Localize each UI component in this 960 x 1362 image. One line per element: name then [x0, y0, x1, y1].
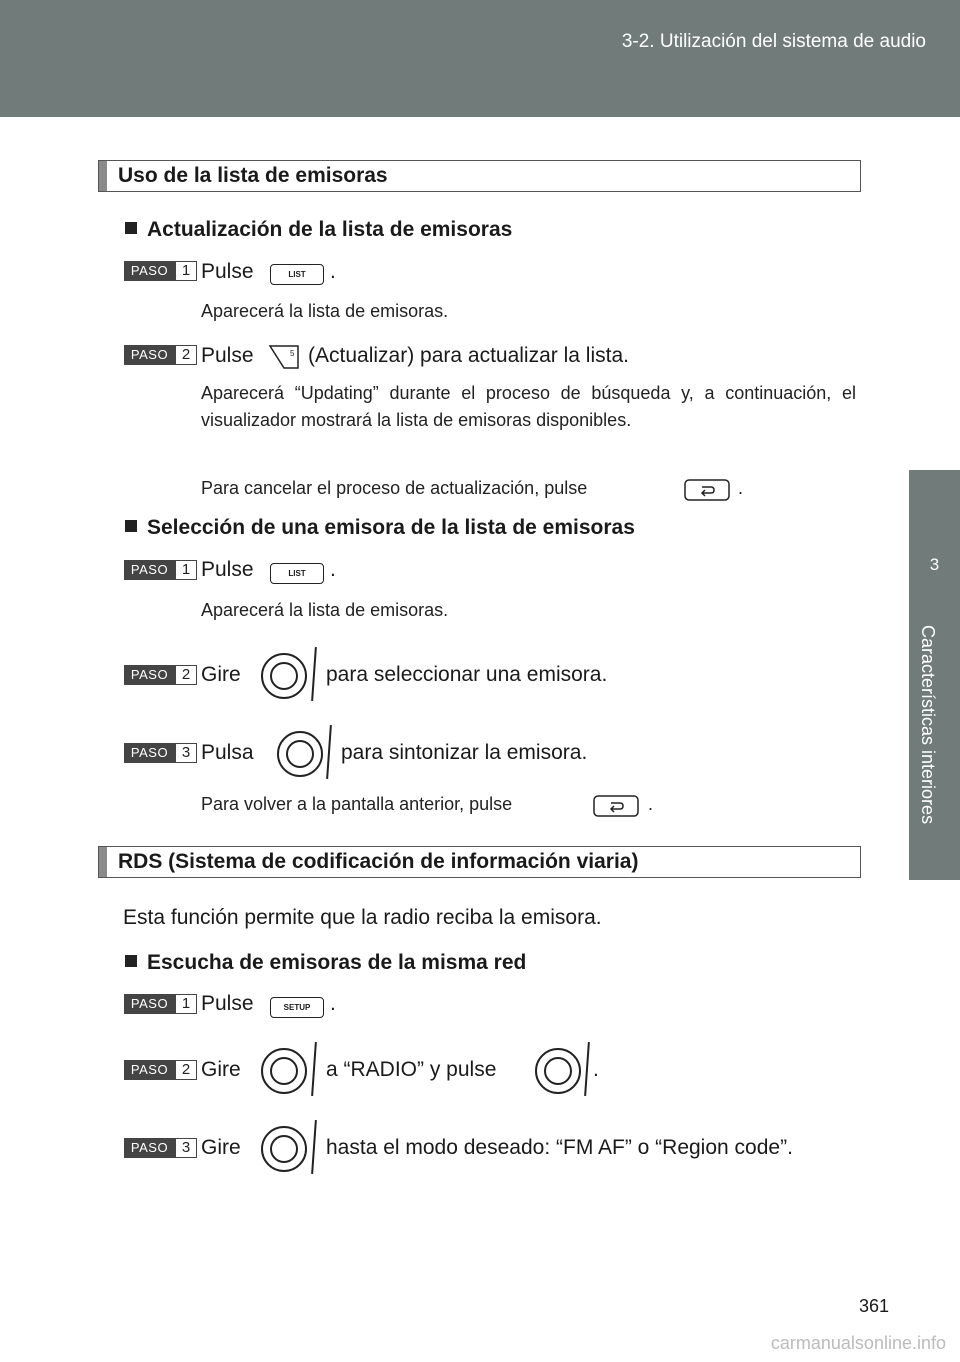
step-text: Pulse	[201, 260, 254, 283]
step-text-end: para sintonizar la emisora.	[341, 741, 588, 764]
subheading-same-network	[125, 951, 526, 975]
step-word: PASO	[124, 1060, 175, 1080]
step-text: Gire	[201, 1058, 241, 1081]
subheading-select-station	[125, 516, 635, 540]
step-text: Gire	[201, 1136, 241, 1159]
subheading-text: Escucha de emisoras de la misma red	[147, 951, 527, 974]
step-text-end: (Actualizar) para actualizar la lista.	[308, 344, 629, 367]
step-note: Aparecerá “Updating” durante el proceso de búsqueda y, a continuación, el visualizador mostrará la lista de emisoras disponibles.	[201, 383, 856, 430]
step-badge	[124, 1138, 196, 1158]
step-number: 1	[175, 261, 197, 281]
knob-pointer-line	[311, 1042, 317, 1096]
knob-pointer-line	[584, 1042, 590, 1096]
step-word: PASO	[124, 261, 175, 281]
step-word: PASO	[124, 345, 175, 365]
list-button-icon: LIST	[270, 264, 324, 285]
section-heading-text: Uso de la lista de emisoras	[118, 164, 388, 187]
step-badge	[124, 994, 196, 1014]
back-button-icon	[593, 795, 639, 817]
step-number: 2	[175, 1060, 197, 1080]
step-badge	[124, 345, 196, 365]
back-button-icon	[684, 479, 730, 501]
setup-button-icon: SETUP	[270, 997, 324, 1018]
bullet-square-icon	[125, 520, 137, 532]
step-word: PASO	[124, 994, 175, 1014]
back-note-end: .	[648, 794, 654, 814]
tune-knob-icon	[261, 1048, 307, 1094]
bullet-square-icon	[125, 955, 137, 967]
step-note: Aparecerá la lista de emisoras.	[201, 301, 449, 321]
step-number: 1	[175, 560, 197, 580]
step-badge	[124, 261, 196, 281]
step-text-end: .	[330, 558, 336, 581]
chapter-number: 3	[929, 555, 940, 574]
step-text-end: hasta el modo deseado: “FM AF” o “Region code”.	[326, 1136, 793, 1159]
step-text-end: .	[330, 992, 336, 1015]
step-note: Aparecerá la lista de emisoras.	[201, 600, 449, 620]
cancel-note: Para cancelar el proceso de actualización, pulse	[201, 478, 588, 498]
step-badge	[124, 560, 196, 580]
watermark: carmanualsonline.info	[770, 1333, 946, 1353]
cancel-note-end: .	[738, 478, 744, 498]
step-text: Pulse	[201, 992, 254, 1015]
section-title: 3-2. Utilización del sistema de audio	[621, 31, 926, 52]
subheading-text: Selección de una emisora de la lista de emisoras	[147, 516, 635, 539]
preset-5-button-icon	[268, 344, 300, 370]
step-badge	[124, 743, 196, 763]
knob-pointer-line	[311, 1120, 317, 1174]
step-badge	[124, 1060, 196, 1080]
heading-strip	[99, 847, 107, 877]
step-text-end: para seleccionar una emisora.	[326, 663, 608, 686]
step-number: 3	[175, 1138, 197, 1158]
tune-knob-icon	[277, 731, 323, 777]
step-text-end: .	[330, 260, 336, 283]
bullet-square-icon	[125, 222, 137, 234]
subheading-update-list	[125, 218, 512, 242]
section-heading-rds	[98, 846, 861, 878]
list-button-icon: LIST	[270, 563, 324, 584]
step-number: 3	[175, 743, 197, 763]
step-text-mid: a “RADIO” y pulse	[326, 1058, 497, 1081]
step-text: Gire	[201, 663, 241, 686]
section-intro: Esta función permite que la radio reciba la emisora.	[123, 906, 602, 929]
section-heading-station-list	[98, 160, 861, 192]
step-badge	[124, 665, 196, 685]
heading-strip	[99, 161, 107, 191]
step-text: Pulse	[201, 344, 254, 367]
step-text-end: .	[593, 1058, 599, 1081]
knob-pointer-line	[311, 647, 317, 701]
knob-pointer-line	[326, 725, 332, 779]
step-word: PASO	[124, 560, 175, 580]
page-number: 361	[858, 1296, 889, 1316]
step-word: PASO	[124, 743, 175, 763]
chapter-label: Características interiores	[918, 625, 938, 825]
tune-knob-icon	[261, 1126, 307, 1172]
subheading-text: Actualización de la lista de emisoras	[147, 218, 513, 241]
section-heading-text: RDS (Sistema de codificación de información viaria)	[118, 850, 639, 873]
step-text: Pulsa	[201, 741, 254, 764]
step-word: PASO	[124, 665, 175, 685]
svg-text:5: 5	[290, 349, 295, 358]
step-word: PASO	[124, 1138, 175, 1158]
step-number: 1	[175, 994, 197, 1014]
tune-knob-icon	[261, 653, 307, 699]
tune-knob-icon	[535, 1048, 581, 1094]
step-number: 2	[175, 345, 197, 365]
step-number: 2	[175, 665, 197, 685]
header-bar	[0, 0, 960, 117]
step-text: Pulse	[201, 558, 254, 581]
back-note: Para volver a la pantalla anterior, pulse	[201, 794, 513, 814]
